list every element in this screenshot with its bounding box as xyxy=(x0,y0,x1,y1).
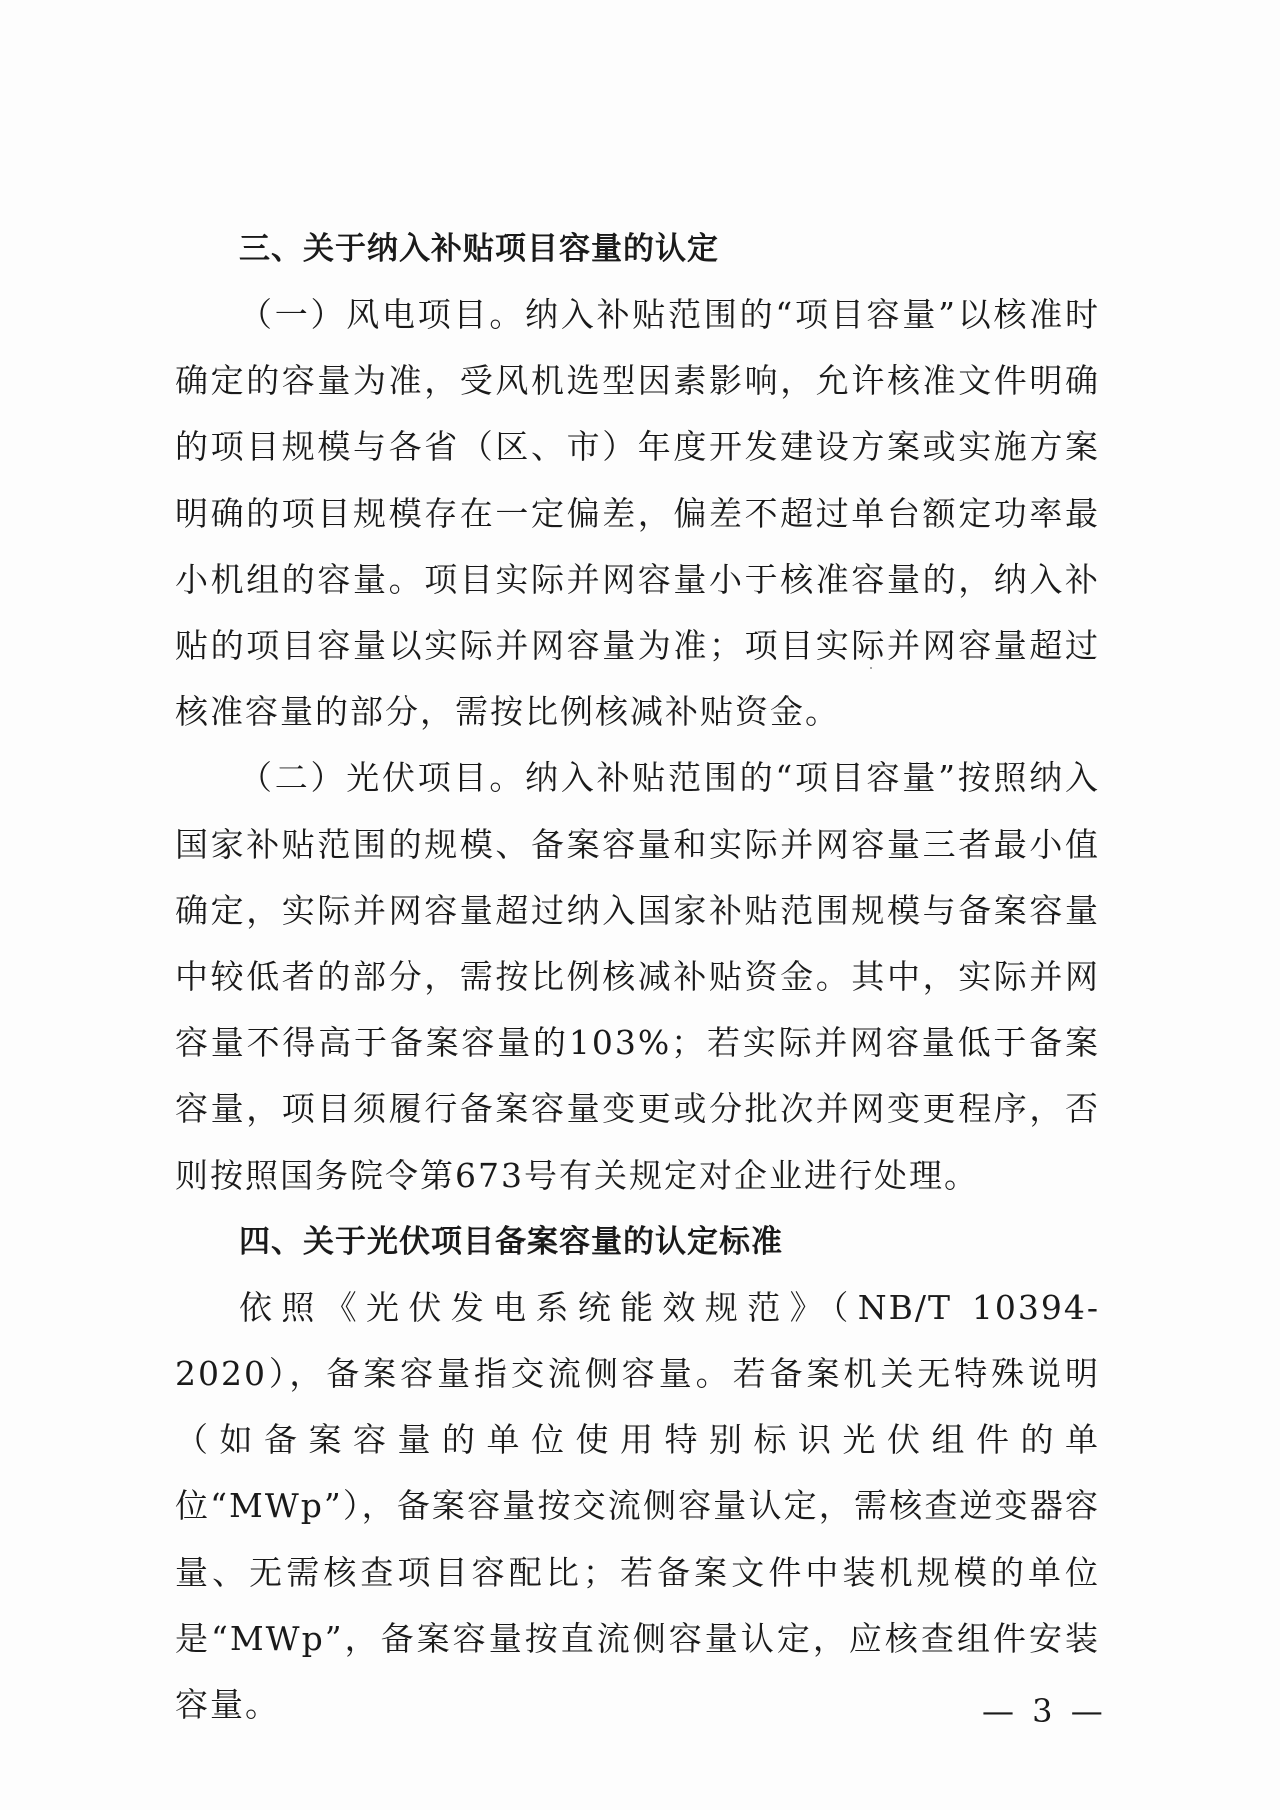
pv-project-paragraph: （二）光伏项目。纳入补贴范围的“项目容量”按照纳入国家补贴范围的规模、备案容量和实际并网容量三者最小值确定，实际并网容量超过纳入国家补贴范围规模与备案容量中较低者的部分，需按比例核减补贴资金。其中，实际并网容量不得高于备案容量的103%；若实际并网容量低于备案容量，项目须履行备案容量变更或分批次并网变更程序，否则按照国务院令第673号有关规定对企业进行处理。 xyxy=(175,758,1100,1195)
section-3-heading: 三、关于纳入补贴项目容量的认定 xyxy=(239,231,719,267)
document-body xyxy=(175,216,1100,1738)
filing-capacity-paragraph: 依照《光伏发电系统能效规范》（NB/T 10394-2020），备案容量指交流侧容量。若备案机关无特殊说明（如备案容量的单位使用特别标识光伏组件的单位“MWp”），备案容量按交流侧容量认定，需核查逆变器容量、无需核查项目容配比；若备案文件中装机规模的单位是“MWp”，备案容量按直流侧容量认定，应核查组件安装容量。 xyxy=(175,1287,1100,1725)
page-number: — 3 — xyxy=(982,1692,1107,1730)
wind-project-paragraph: （一）风电项目。纳入补贴范围的“项目容量”以核准时确定的容量为准，受风机选型因素影响，允许核准文件明确的项目规模与各省（区、市）年度开发建设方案或实施方案明确的项目规模存在一定偏差，偏差不超过单台额定功率最小机组的容量。项目实际并网容量小于核准容量的，纳入补贴的项目容量以实际并网容量为准；项目实际并网容量超过核准容量的部分，需按比例核减补贴资金。 xyxy=(175,295,1100,732)
scan-speck xyxy=(870,667,872,669)
section-4-heading: 四、关于光伏项目备案容量的认定标准 xyxy=(239,1223,783,1260)
